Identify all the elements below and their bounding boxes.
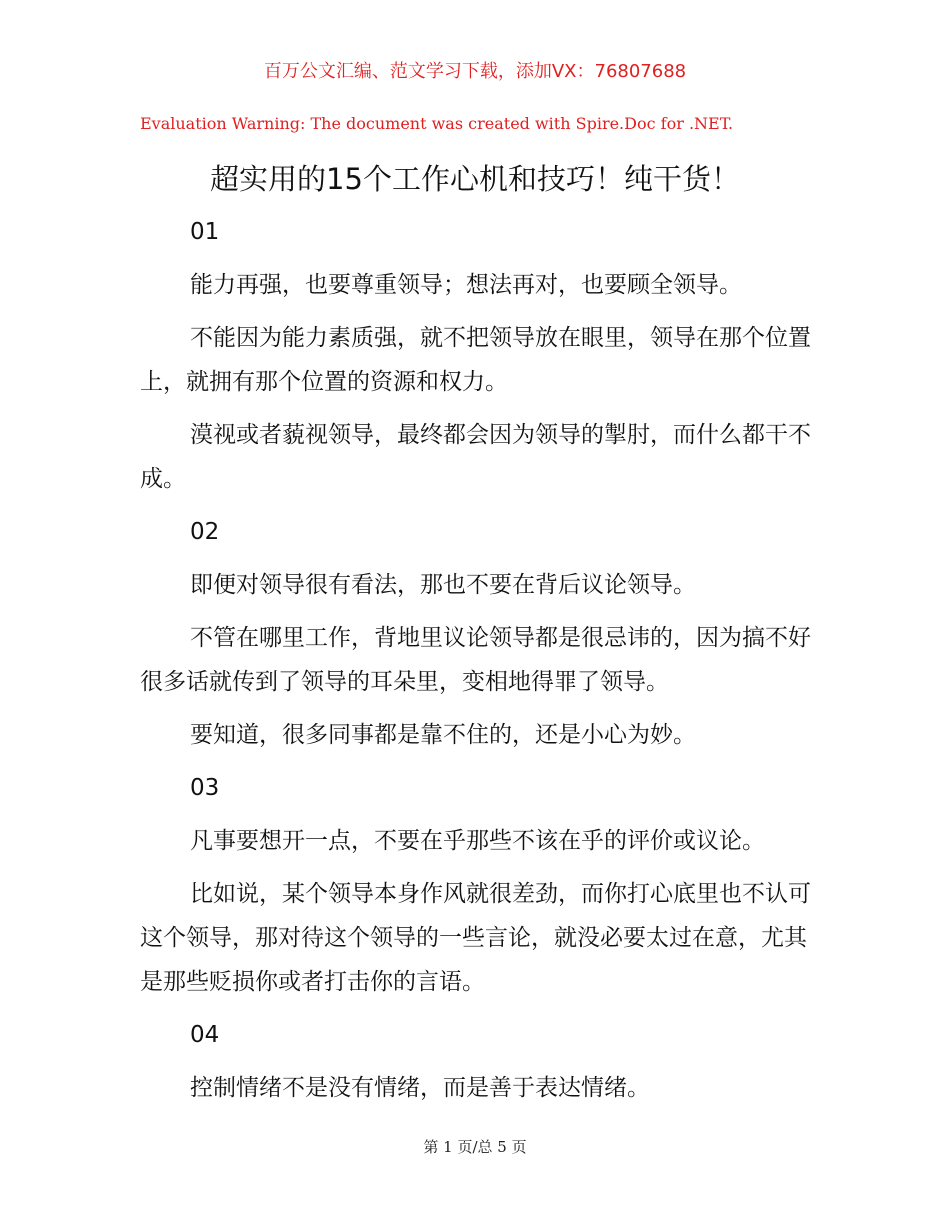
paragraph: 不管在哪里工作，背地里议论领导都是很忌讳的，因为搞不好很多话就传到了领导的耳朵里，变相地得罪了领导。 <box>140 625 811 695</box>
paragraph: 不能因为能力素质强，就不把领导放在眼里，领导在那个位置上，就拥有那个位置的资源和权力。 <box>140 325 811 395</box>
paragraph: 即便对领导很有看法，那也不要在背后议论领导。 <box>190 572 696 598</box>
paragraph: 控制情绪不是没有情绪，而是善于表达情绪。 <box>190 1075 650 1101</box>
section-number: 02 <box>190 519 220 545</box>
paragraph: 漠视或者藐视领导，最终都会因为领导的掣肘，而什么都干不成。 <box>140 422 811 492</box>
section-number: 03 <box>190 775 220 801</box>
section-number: 04 <box>190 1022 220 1048</box>
section-number: 01 <box>190 219 220 245</box>
paragraph: 比如说，某个领导本身作风就很差劲，而你打心底里也不认可这个领导，那对待这个领导的一些言论，就没必要太过在意，尤其是那些贬损你或者打击你的言语。 <box>140 881 811 995</box>
paragraph: 要知道，很多同事都是靠不住的，还是小心为妙。 <box>190 722 696 748</box>
page-footer: 第 1 页/总 5 页 <box>423 1138 527 1156</box>
document-body <box>140 210 820 1119</box>
paragraph: 凡事要想开一点，不要在乎那些不该在乎的评价或议论。 <box>190 828 765 854</box>
evaluation-warning: Evaluation Warning: The document was created with Spire.Doc for .NET. <box>140 114 734 133</box>
document-title: 超实用的15个工作心机和技巧！纯干货！ <box>210 162 740 196</box>
header-banner: 百万公文汇编、范文学习下载，添加VX：76807688 <box>263 61 687 82</box>
paragraph: 能力再强，也要尊重领导；想法再对，也要顾全领导。 <box>190 272 742 298</box>
